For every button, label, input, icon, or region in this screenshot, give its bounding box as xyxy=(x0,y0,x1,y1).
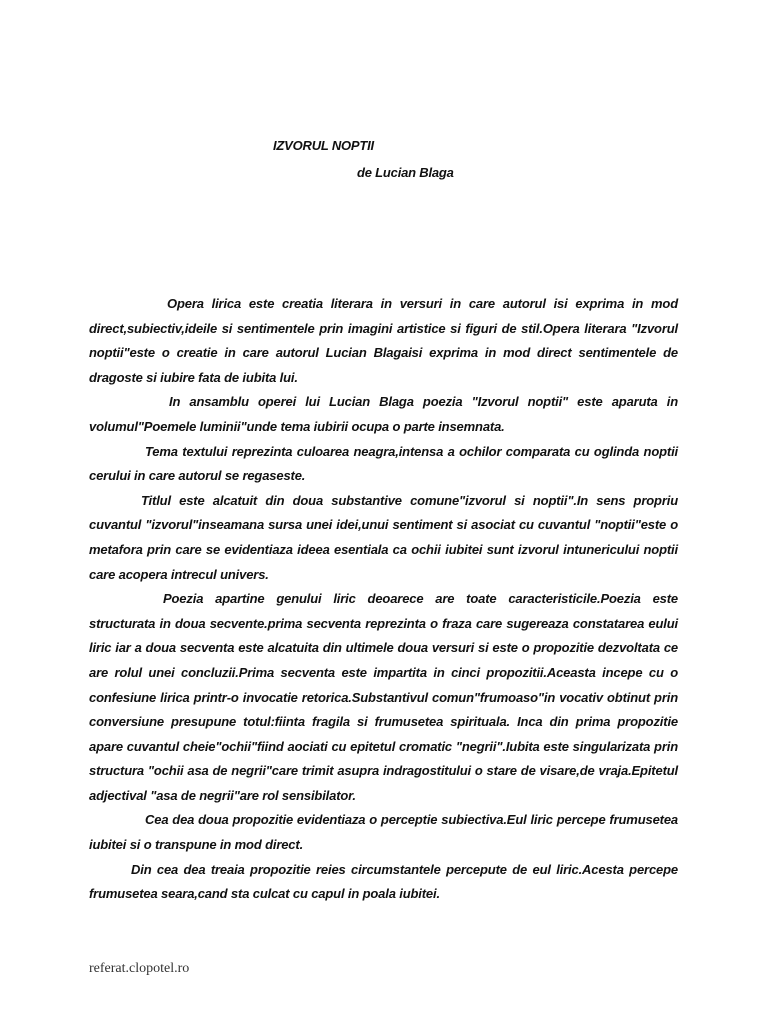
paragraph-5: Poezia apartine genului liric deoarece are toate caracteristicile.Poezia este structurata in doua secvente.prima secventa reprezinta o fraza care sugereaza constatarea eului liric iar a doua secventa este alcatuita din ultimele doua versuri si este o propozitie dezvoltata ce are rolul unei concluzii.Prima secventa este impartita in cinci propozitii.Aceasta incepe cu o confesiune lirica printr-o invocatie retorica.Substantivul comun"frumoaso"in vocativ obtinut prin conversiune presupune totul:fiinta fragila si frumusetea spirituala. Inca din prima propozitie apare cuvantul cheie"ochii"fiind aociati cu epitetul cromatic "negrii".Iubita este singularizata prin structura "ochii asa de negrii"care trimit asupra indragostitului o stare de visare,de vraja.Epitetul adjectival "asa de negrii"are rol sensibilator. xyxy=(89,591,678,803)
paragraph-7: Din cea dea treaia propozitie reies circumstantele percepute de eul liric.Acesta percepe frumusetea seara,cand sta culcat cu capul in poala iubitei. xyxy=(89,861,678,902)
document-body xyxy=(89,292,678,907)
paragraph-4: Titlul este alcatuit din doua substantive comune"izvorul si noptii".In sens propriu cuvantul "izvorul"inseamana sursa unei idei,unui sentiment si asociat cu cuvantul "noptii"este o metafora prin care se evidentiaza ideea esentiala ca ochii iubitei sunt izvorul intunericului noptii care acopera intrecul univers. xyxy=(89,492,678,582)
document-title: IZVORUL NOPTII xyxy=(273,138,374,153)
paragraph-6: Cea dea doua propozitie evidentiaza o perceptie subiectiva.Eul liric percepe frumusetea iubitei si o transpune in mod direct. xyxy=(89,812,678,853)
paragraph-2: In ansamblu operei lui Lucian Blaga poezia "Izvorul noptii" este aparuta in volumul"Poemele luminii"unde tema iubirii ocupa o parte insemnata. xyxy=(89,394,678,434)
paragraph-1: Opera lirica este creatia literara in versuri in care autorul isi exprima in mod direct,subiectiv,ideile si sentimentele prin imagini artistice si figuri de stil.Opera literara "Izvorul noptii"este o creatie in care autorul Lucian Blagaisi exprima in mod direct sentimentele de dragoste si iubire fata de iubita lui. xyxy=(89,296,678,385)
paragraph-3: Tema textului reprezinta culoarea neagra,intensa a ochilor comparata cu oglinda noptii cerului in care autorul se regaseste. xyxy=(89,443,678,484)
document-author: de Lucian Blaga xyxy=(357,165,454,180)
footer-source: referat.clopotel.ro xyxy=(89,961,190,976)
